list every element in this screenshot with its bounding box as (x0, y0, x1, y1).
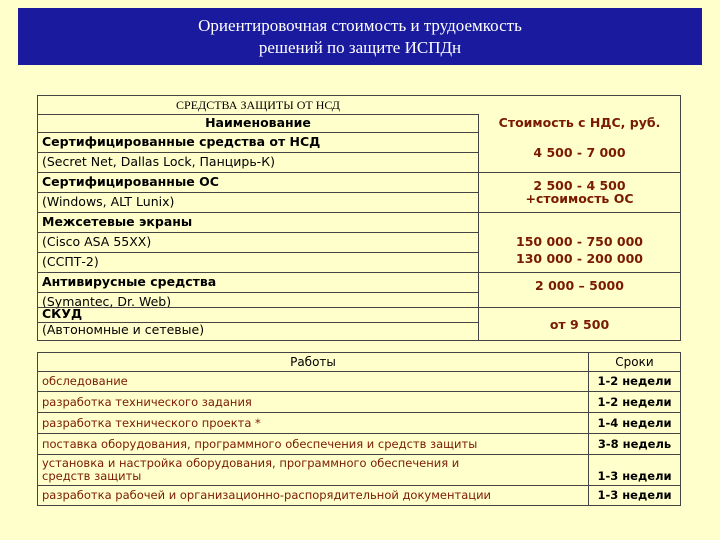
work-text: поставка оборудования, программного обеспечения и средств защиты (42, 437, 478, 451)
table-header-row (38, 353, 680, 372)
term-text: 1-3 недели (588, 486, 680, 505)
work-text: обследование (42, 374, 128, 388)
table-row (38, 371, 680, 392)
protection-tools-table (37, 95, 681, 341)
group-cost: 2 000 – 5000 (535, 278, 624, 293)
group-detail: (Автономные и сетевые) (42, 322, 205, 337)
group-name: Антивирусные средства (42, 274, 217, 289)
group-name: СКУД (42, 306, 83, 321)
column-header-name: Наименование (205, 115, 311, 130)
term-text: 3-8 недель (588, 434, 680, 454)
group-cost: 4 500 - 7 000 (533, 145, 626, 160)
work-text-line-2: средств защиты (42, 469, 142, 483)
group-detail: (Windows, ALT Lunix) (42, 194, 175, 209)
table-caption: СРЕДСТВА ЗАЩИТЫ ОТ НСД (38, 96, 478, 115)
group-detail: (Symantec, Dr. Web) (42, 294, 172, 309)
group-cost: 150 000 - 750 000 (516, 234, 643, 249)
work-text-line-1: установка и настройка оборудования, программного обеспечения и (42, 456, 460, 470)
group-name: Сертифицированные ОС (42, 174, 219, 189)
works-table (37, 352, 681, 506)
group-detail: (Secret Net, Dallas Lock, Панцирь-К) (42, 154, 275, 169)
group-cost: 130 000 - 200 000 (516, 251, 643, 266)
work-text: разработка технического проекта * (42, 416, 261, 430)
title-line-2: решений по защите ИСПДн (258, 38, 462, 57)
table-row (38, 413, 680, 434)
group-detail: (ССПТ-2) (42, 254, 99, 269)
group-cost: от 9 500 (549, 317, 610, 332)
term-text: 1-2 недели (588, 371, 680, 391)
column-header-work: Работы (290, 355, 336, 369)
work-text: разработка рабочей и организационно-распорядительной документации (42, 488, 492, 502)
title-line-1: Ориентировочная стоимость и трудоемкость (198, 16, 522, 35)
column-header-cost: Стоимость с НДС, руб. (498, 115, 661, 130)
table-row (38, 486, 680, 505)
slide-title (18, 8, 702, 65)
group-cost-line-1: 2 500 - 4 500 (533, 178, 626, 193)
group-detail: (Cisco ASA 55XX) (42, 234, 152, 249)
work-text: разработка технического задания (42, 395, 252, 409)
group-name: Межсетевые экраны (42, 214, 193, 229)
group-cost-line-2: +стоимость ОС (525, 191, 634, 206)
table-row (38, 434, 680, 455)
term-text: 1-2 недели (588, 392, 680, 412)
table-row (38, 392, 680, 413)
table-row (38, 455, 680, 486)
term-text: 1-4 недели (588, 413, 680, 433)
column-header-term: Сроки (588, 353, 680, 371)
term-text: 1-3 недели (588, 455, 680, 485)
group-name: Сертифицированные средства от НСД (42, 134, 321, 149)
